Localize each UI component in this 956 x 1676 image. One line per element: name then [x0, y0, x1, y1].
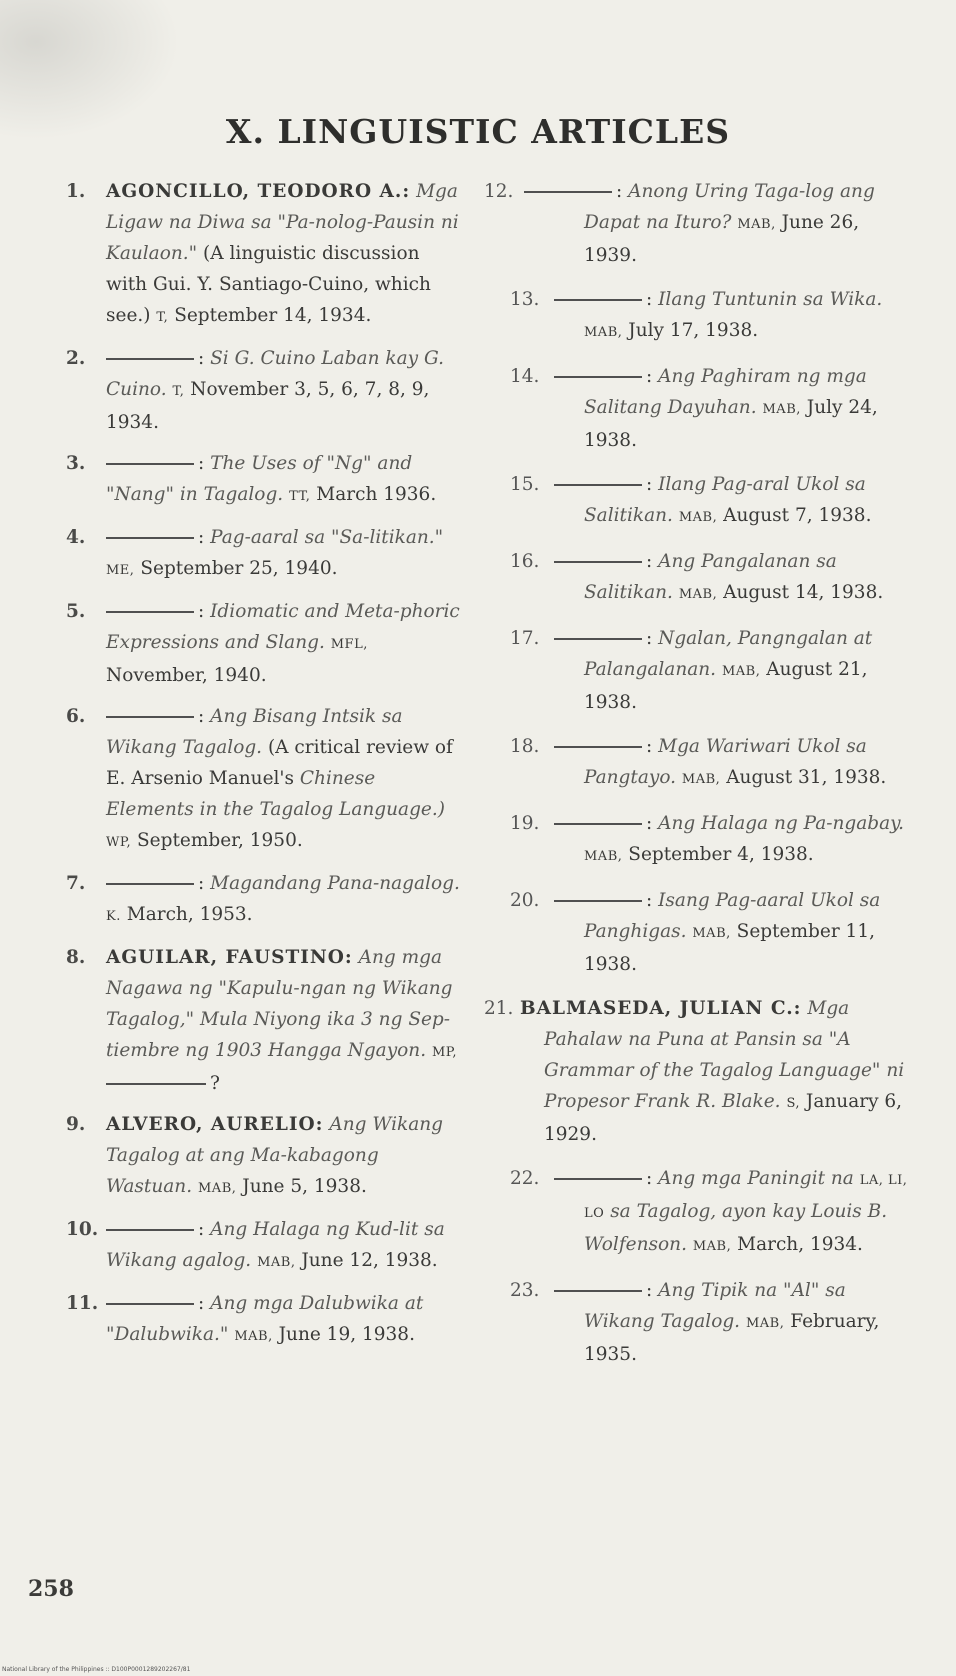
entry-title: Ang mga Nagawa ng "Kapulu-ngan ng Wikang Tagalog," Mula Niyong ika 3 ng Sep-tiembre ng 1903 Hangga Ngayon.: [106, 947, 453, 1061]
entry-source: MAB,: [762, 402, 801, 417]
ditto-dash: [554, 1290, 642, 1292]
entry-title: Mga Ligaw na Diwa sa "Pa-nolog-Pausin ni Kaulaon.": [106, 181, 459, 264]
page-number: 258: [28, 1576, 74, 1602]
entry-title: Ang Wikang Tagalog at ang Ma-kabagong Wastuan.: [106, 1114, 443, 1197]
entry-date: June 12, 1938.: [301, 1250, 438, 1271]
entry-number: 18.: [510, 736, 540, 757]
bibliography-entry: 2. : Si G. Cuino Laban kay G. Cuino. T, November 3, 5, 6, 7, 8, 9, 1934.: [66, 343, 462, 438]
ditto-dash: [554, 638, 642, 640]
entry-number: 20.: [510, 890, 540, 911]
entry-number: 7.: [66, 873, 86, 894]
entry-date: March, 1934.: [737, 1234, 863, 1255]
entry-number: 19.: [510, 813, 540, 834]
entry-date: August 21, 1938.: [584, 659, 868, 713]
ditto-dash: [554, 299, 642, 301]
entry-number: 8.: [66, 947, 86, 968]
entry-title: Ang Halaga ng Pa-ngabay.: [658, 813, 905, 834]
bibliography-entry: 18. : Mga Wariwari Ukol sa Pangtayo. MAB, August 31, 1938.: [484, 731, 910, 795]
entry-source: MAB,: [745, 1316, 785, 1331]
entry-source: MAB,: [257, 1255, 296, 1270]
entry-title: Ang Pangalanan sa Salitikan.: [584, 551, 837, 603]
entry-date: September 11, 1938.: [584, 921, 875, 975]
footer-credit: National Library of the Philippines :: D100P0001289202267/81: [2, 1666, 191, 1673]
entry-source: MAB,: [681, 772, 721, 787]
entry-author: ALVERO, AURELIO:: [106, 1114, 324, 1135]
entry-date: September 14, 1934.: [174, 305, 372, 326]
entry-number: 13.: [510, 289, 540, 310]
ditto-dash: [106, 716, 194, 718]
entry-title: Ilang Tuntunin sa Wika.: [658, 289, 883, 310]
entry-source: MAB,: [692, 926, 731, 941]
ditto-dash: [106, 883, 194, 885]
entry-date: July 24, 1938.: [584, 397, 878, 451]
entry-number: 10.: [66, 1219, 99, 1240]
bibliography-entry: 20. : Isang Pag-aaral Ukol sa Panghigas. MAB, September 11, 1938.: [484, 885, 910, 980]
left-column: [66, 176, 462, 1362]
entry-number: 2.: [66, 348, 86, 369]
entry-number: 16.: [510, 551, 540, 572]
entry-date: June 5, 1938.: [242, 1176, 367, 1197]
bibliography-entry: 6. : Ang Bisang Intsik sa Wikang Tagalog. (A critical review of E. Arsenio Manuel's Chinese Elements in the Tagalog Language.) WP, September, 1950.: [66, 701, 462, 858]
entry-source: MAB,: [198, 1181, 237, 1196]
entry-source: MAB,: [234, 1329, 273, 1344]
ditto-dash: [106, 611, 194, 613]
entry-title: Ang Tipik na "Al" sa Wikang Tagalog.: [584, 1280, 846, 1332]
entry-date: September 4, 1938.: [628, 844, 814, 865]
entry-date: September, 1950.: [137, 830, 303, 851]
entry-date: January 6, 1929.: [544, 1091, 903, 1145]
entry-title: The Uses of "Ng" and "Nang" in Tagalog.: [106, 453, 413, 505]
bibliography-entry: 7. : Magandang Pana-nagalog. K. March, 1953.: [66, 868, 462, 932]
bibliography-entry: 5. : Idiomatic and Meta-phoric Expressions and Slang. MFL, November, 1940.: [66, 596, 462, 691]
bibliography-entry: [484, 993, 910, 1150]
right-column: [484, 176, 910, 1383]
entry-source: T,: [172, 384, 185, 399]
entry-source: MP,: [431, 1045, 458, 1060]
entry-source: MAB,: [584, 325, 623, 340]
entry-date: August 31, 1938.: [726, 767, 887, 788]
entry-date: August 14, 1938.: [723, 582, 884, 603]
ditto-dash: [554, 1178, 642, 1180]
entry-source: MAB,: [678, 587, 718, 602]
entry-author: BALMASEDA, JULIAN C.:: [520, 998, 802, 1019]
entry-date: June 19, 1938.: [278, 1324, 415, 1345]
entry-note-title: Chinese Elements in the Tagalog Language.): [106, 768, 445, 820]
entry-title: Idiomatic and Meta-phoric Expressions and Slang.: [106, 601, 460, 653]
entry-date: ?: [210, 1073, 220, 1094]
ditto-dash: [554, 484, 642, 486]
entry-title: Pag-aaral sa "Sa-litikan.": [210, 527, 444, 548]
entry-title: Ngalan, Pangngalan at Palangalanan.: [584, 628, 873, 680]
bibliography-entry: 14. : Ang Paghiram ng mga Salitang Dayuhan. MAB, July 24, 1938.: [484, 361, 910, 456]
entry-date: November, 1940.: [106, 665, 267, 686]
ditto-dash: [554, 823, 642, 825]
ditto-dash: [106, 1083, 206, 1085]
entry-source: MAB,: [678, 510, 718, 525]
bibliography-entry: 22. : Ang mga Paningit na LA, LI, LO sa Tagalog, ayon kay Louis B. Wolfenson. MAB, March, 1934.: [484, 1163, 910, 1262]
entry-number: 11.: [66, 1293, 99, 1314]
bibliography-entry: 3. : The Uses of "Ng" and "Nang" in Tagalog. TT, March 1936.: [66, 448, 462, 512]
ditto-dash: [106, 463, 194, 465]
entry-title: Anong Uring Taga-log ang Dapat na Ituro?: [584, 181, 875, 233]
entry-number: 3.: [66, 453, 86, 474]
entry-number: 22.: [510, 1168, 540, 1189]
bibliography-entry: 23. : Ang Tipik na "Al" sa Wikang Tagalog. MAB, February, 1935.: [484, 1275, 910, 1370]
entry-title: Mga Wariwari Ukol sa Pangtayo.: [584, 736, 867, 788]
entry-source: K.: [106, 909, 121, 924]
ditto-dash: [106, 358, 194, 360]
section-title: X. LINGUISTIC ARTICLES: [225, 112, 731, 151]
entry-date: March, 1953.: [126, 904, 253, 925]
entry-note: (A linguistic discussion with Gui. Y. Santiago-Cuino, which see.): [106, 243, 431, 326]
bibliography-entry: 16. : Ang Pangalanan sa Salitikan. MAB, August 14, 1938.: [484, 546, 910, 610]
entry-date: July 17, 1938.: [628, 320, 759, 341]
entry-source: S,: [786, 1096, 801, 1111]
bibliography-entry: [66, 1109, 462, 1204]
entry-title: Ang Paghiram ng mga Salitang Dayuhan.: [584, 366, 867, 418]
entry-title: Isang Pag-aaral Ukol sa Panghigas.: [584, 890, 881, 942]
ditto-dash: [106, 1303, 194, 1305]
entry-number: 4.: [66, 527, 86, 548]
bibliography-entry: 17. : Ngalan, Pangngalan at Palangalanan. MAB, August 21, 1938.: [484, 623, 910, 718]
entry-date: August 7, 1938.: [723, 505, 872, 526]
entry-title: Si G. Cuino Laban kay G. Cuino.: [106, 348, 444, 400]
entry-number: 5.: [66, 601, 86, 622]
entry-author: AGONCILLO, TEODORO A.:: [106, 181, 411, 202]
entry-title: Mga Pahalaw na Puna at Pansin sa "A Grammar of the Tagalog Language" ni Propesor Frank R. Blake.: [544, 998, 905, 1112]
entry-source: MAB,: [692, 1239, 732, 1254]
entry-date: November 3, 5, 6, 7, 8, 9, 1934.: [106, 379, 430, 433]
entry-title: Magandang Pana-nagalog.: [210, 873, 460, 894]
entry-number: 1.: [66, 181, 86, 202]
ditto-dash: [554, 746, 642, 748]
entry-source: ME,: [106, 563, 135, 578]
entry-note: (A critical review of E. Arsenio Manuel's: [106, 737, 453, 789]
bibliography-entry: 15. : Ilang Pag-aral Ukol sa Salitikan. MAB, August 7, 1938.: [484, 469, 910, 533]
entry-number: 21.: [484, 998, 514, 1019]
entry-abbreviation: LA, LI, LO: [584, 1173, 908, 1221]
entry-source: TT,: [289, 489, 311, 504]
entry-number: 9.: [66, 1114, 86, 1135]
entry-number: 23.: [510, 1280, 540, 1301]
entry-title: Ilang Pag-aral Ukol sa Salitikan.: [584, 474, 866, 526]
entry-title-continued: sa Tagalog, ayon kay Louis B. Wolfenson.: [584, 1201, 888, 1255]
bibliography-entry: 4. : Pag-aaral sa "Sa-litikan." ME, September 25, 1940.: [66, 522, 462, 586]
entry-source: MAB,: [721, 664, 761, 679]
ditto-dash: [554, 900, 642, 902]
entry-title: Ang Halaga ng Kud-lit sa Wikang agalog.: [106, 1219, 445, 1271]
entry-source: MFL,: [330, 637, 368, 652]
entry-number: 6.: [66, 706, 86, 727]
entry-source: MAB,: [737, 217, 776, 232]
bibliography-entry: [66, 176, 462, 333]
entry-date: June 26, 1939.: [584, 212, 860, 266]
bibliography-entry: 10. : Ang Halaga ng Kud-lit sa Wikang agalog. MAB, June 12, 1938.: [66, 1214, 462, 1278]
entry-date: February, 1935.: [584, 1311, 880, 1365]
ditto-dash: [106, 537, 194, 539]
entry-number: 15.: [510, 474, 540, 495]
entry-date: March 1936.: [316, 484, 437, 505]
entry-title: Ang mga Dalubwika at "Dalubwika.": [106, 1293, 424, 1345]
ditto-dash: [554, 376, 642, 378]
ditto-dash: [524, 191, 612, 193]
ditto-dash: [554, 561, 642, 563]
entry-number: 12.: [484, 181, 514, 202]
bibliography-entry: 12. : Anong Uring Taga-log ang Dapat na Ituro? MAB, June 26, 1939.: [484, 176, 910, 271]
entry-title: Ang Bisang Intsik sa Wikang Tagalog.: [106, 706, 403, 758]
bibliography-entry: 19. : Ang Halaga ng Pa-ngabay. MAB, September 4, 1938.: [484, 808, 910, 872]
entry-source: T,: [156, 310, 169, 325]
bibliography-entry: [66, 942, 462, 1099]
entry-source: WP,: [106, 835, 132, 850]
entry-title: Ang mga Paningit na: [658, 1168, 854, 1189]
entry-source: MAB,: [584, 849, 623, 864]
ditto-dash: [106, 1229, 194, 1231]
entry-number: 14.: [510, 366, 540, 387]
bibliography-entry: 13. : Ilang Tuntunin sa Wika. MAB, July 17, 1938.: [484, 284, 910, 348]
entry-date: September 25, 1940.: [140, 558, 338, 579]
entry-number: 17.: [510, 628, 540, 649]
bibliography-entry: 11. : Ang mga Dalubwika at "Dalubwika." MAB, June 19, 1938.: [66, 1288, 462, 1352]
entry-author: AGUILAR, FAUSTINO:: [106, 947, 353, 968]
